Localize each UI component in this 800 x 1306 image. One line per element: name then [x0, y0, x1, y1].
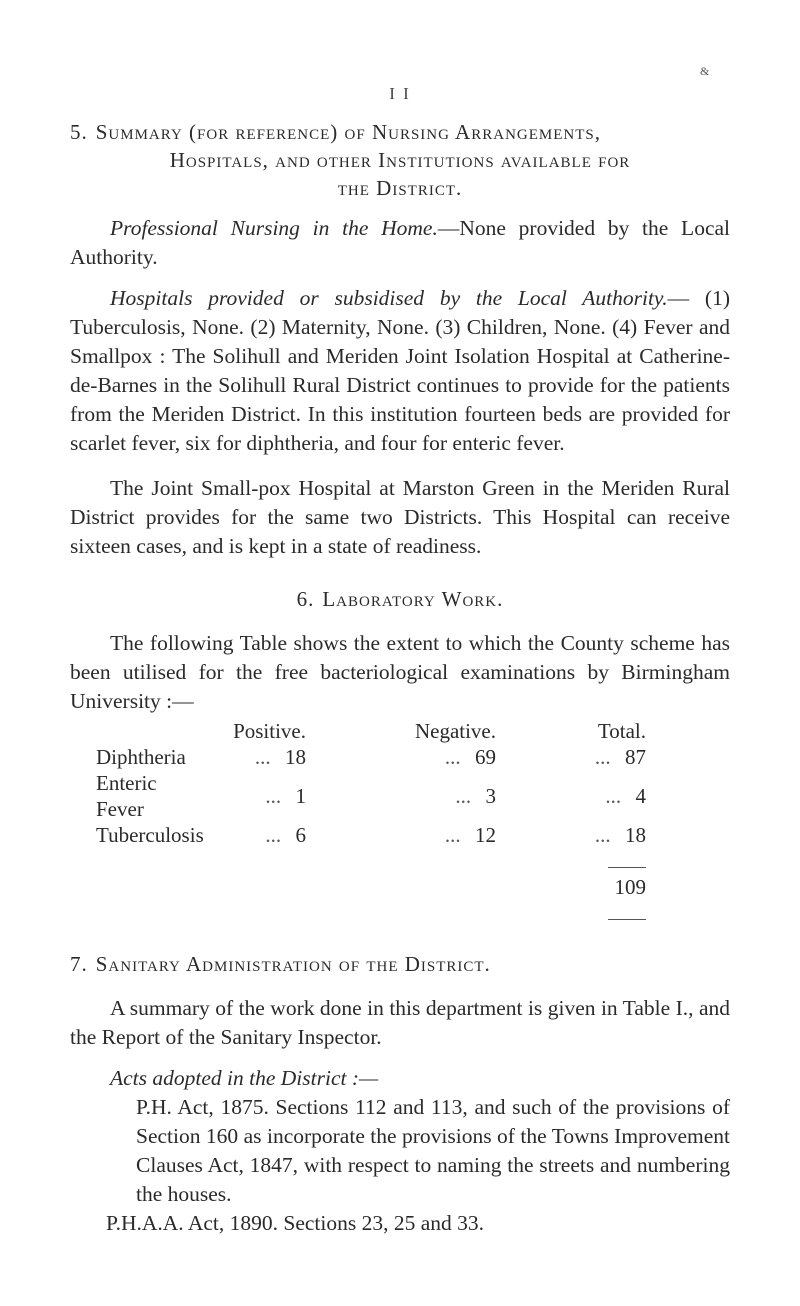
cell-positive: 1	[295, 784, 306, 808]
row-name: Enteric Fever	[96, 771, 157, 821]
section-5-title-line2: Hospitals, and other Institutions available for	[169, 148, 631, 172]
list-item: P.H.A.A. Act, 1890. Sections 23, 25 and 33.	[106, 1211, 485, 1235]
laboratory-intro: The following Table shows the extent to which the County scheme has been utilised for the free bacteriological examinations by Birmingham University :—	[70, 631, 730, 713]
header-positive: Positive.	[233, 719, 306, 743]
cell-positive: 18	[285, 745, 306, 769]
cell-negative: 69	[475, 745, 496, 769]
laboratory-table	[96, 718, 646, 926]
hospitals-text: — (1) Tuberculosis, None. (2) Maternity, None. (3) Children, None. (4) Fever and Smallpox : The Solihull and Meriden Joint Isolation Hospital at Catherine-de-Barnes in the Solihull Rural District continues to provide for the patients from the Meriden District. In this institution fourteen beds are provided for scarlet fever, six for diphtheria, and four for enteric fever.	[70, 286, 731, 455]
nursing-paragraph	[70, 214, 730, 272]
grand-total-row	[96, 874, 646, 900]
section-6-number: 6.	[296, 587, 315, 611]
nursing-label: Professional Nursing in the Home.	[110, 216, 438, 240]
table-header-row	[96, 718, 646, 744]
acts-label: Acts adopted in the District :—	[110, 1066, 379, 1090]
row-name: Tuberculosis	[96, 823, 204, 847]
section-5-title-line3: the District.	[337, 176, 463, 200]
section-6-title: Laboratory Work.	[322, 587, 504, 611]
total-rule	[608, 867, 646, 868]
corner-mark: &	[700, 64, 710, 78]
grand-total-rule	[608, 919, 646, 920]
cell-negative: 12	[475, 823, 496, 847]
section-5-number: 5.	[70, 120, 88, 144]
cell-total: 4	[635, 784, 646, 808]
section-5-heading	[70, 118, 730, 146]
section-7-number: 7.	[70, 952, 88, 976]
section-7-title: Sanitary Administration of the District.	[95, 952, 491, 976]
grand-total: 109	[614, 875, 646, 899]
table-row: Tuberculosis ... 6 ... 12 ... 18	[96, 823, 646, 847]
section-5-title-line1: Summary (for reference) of Nursing Arrangements,	[95, 120, 601, 144]
acts-list	[106, 1093, 730, 1238]
section-7-heading	[70, 950, 730, 978]
table-row: Diphtheria ... 18 ... 69 ... 87	[96, 745, 646, 769]
header-negative: Negative.	[414, 719, 496, 743]
cell-total: 18	[625, 823, 646, 847]
list-item: P.H. Act, 1875. Sections 112 and 113, and such of the provisions of Section 160 as incorporate the provisions of the Towns Improvement Clauses Act, 1847, with respect to naming the streets and numbering the houses.	[136, 1095, 730, 1206]
hospitals-label: Hospitals provided or subsidised by the Local Authority.	[110, 286, 668, 310]
row-name: Diphtheria	[96, 745, 186, 769]
smallpox-paragraph: The Joint Small-pox Hospital at Marston Green in the Meriden Rural District provides for the same two Districts. This Hospital can receive sixteen cases, and is kept in a state of readiness.	[70, 476, 730, 558]
nursing-text: —None provided by the Local Authority.	[70, 216, 730, 269]
hospitals-paragraph	[70, 284, 730, 458]
header-total: Total.	[597, 719, 646, 743]
grand-total-rule-row	[96, 900, 646, 926]
cell-negative: 3	[485, 784, 496, 808]
cell-positive: 6	[295, 823, 306, 847]
section-6-heading	[70, 585, 730, 613]
total-rule-row	[96, 848, 646, 874]
cell-total: 87	[625, 745, 646, 769]
page-body	[70, 118, 730, 1238]
sanitary-summary: A summary of the work done in this department is given in Table I., and the Report of the Sanitary Inspector.	[70, 996, 730, 1049]
page-number: I I	[389, 84, 411, 103]
table-row: Enteric Fever ... 1 ... 3 ... 4	[96, 771, 646, 821]
